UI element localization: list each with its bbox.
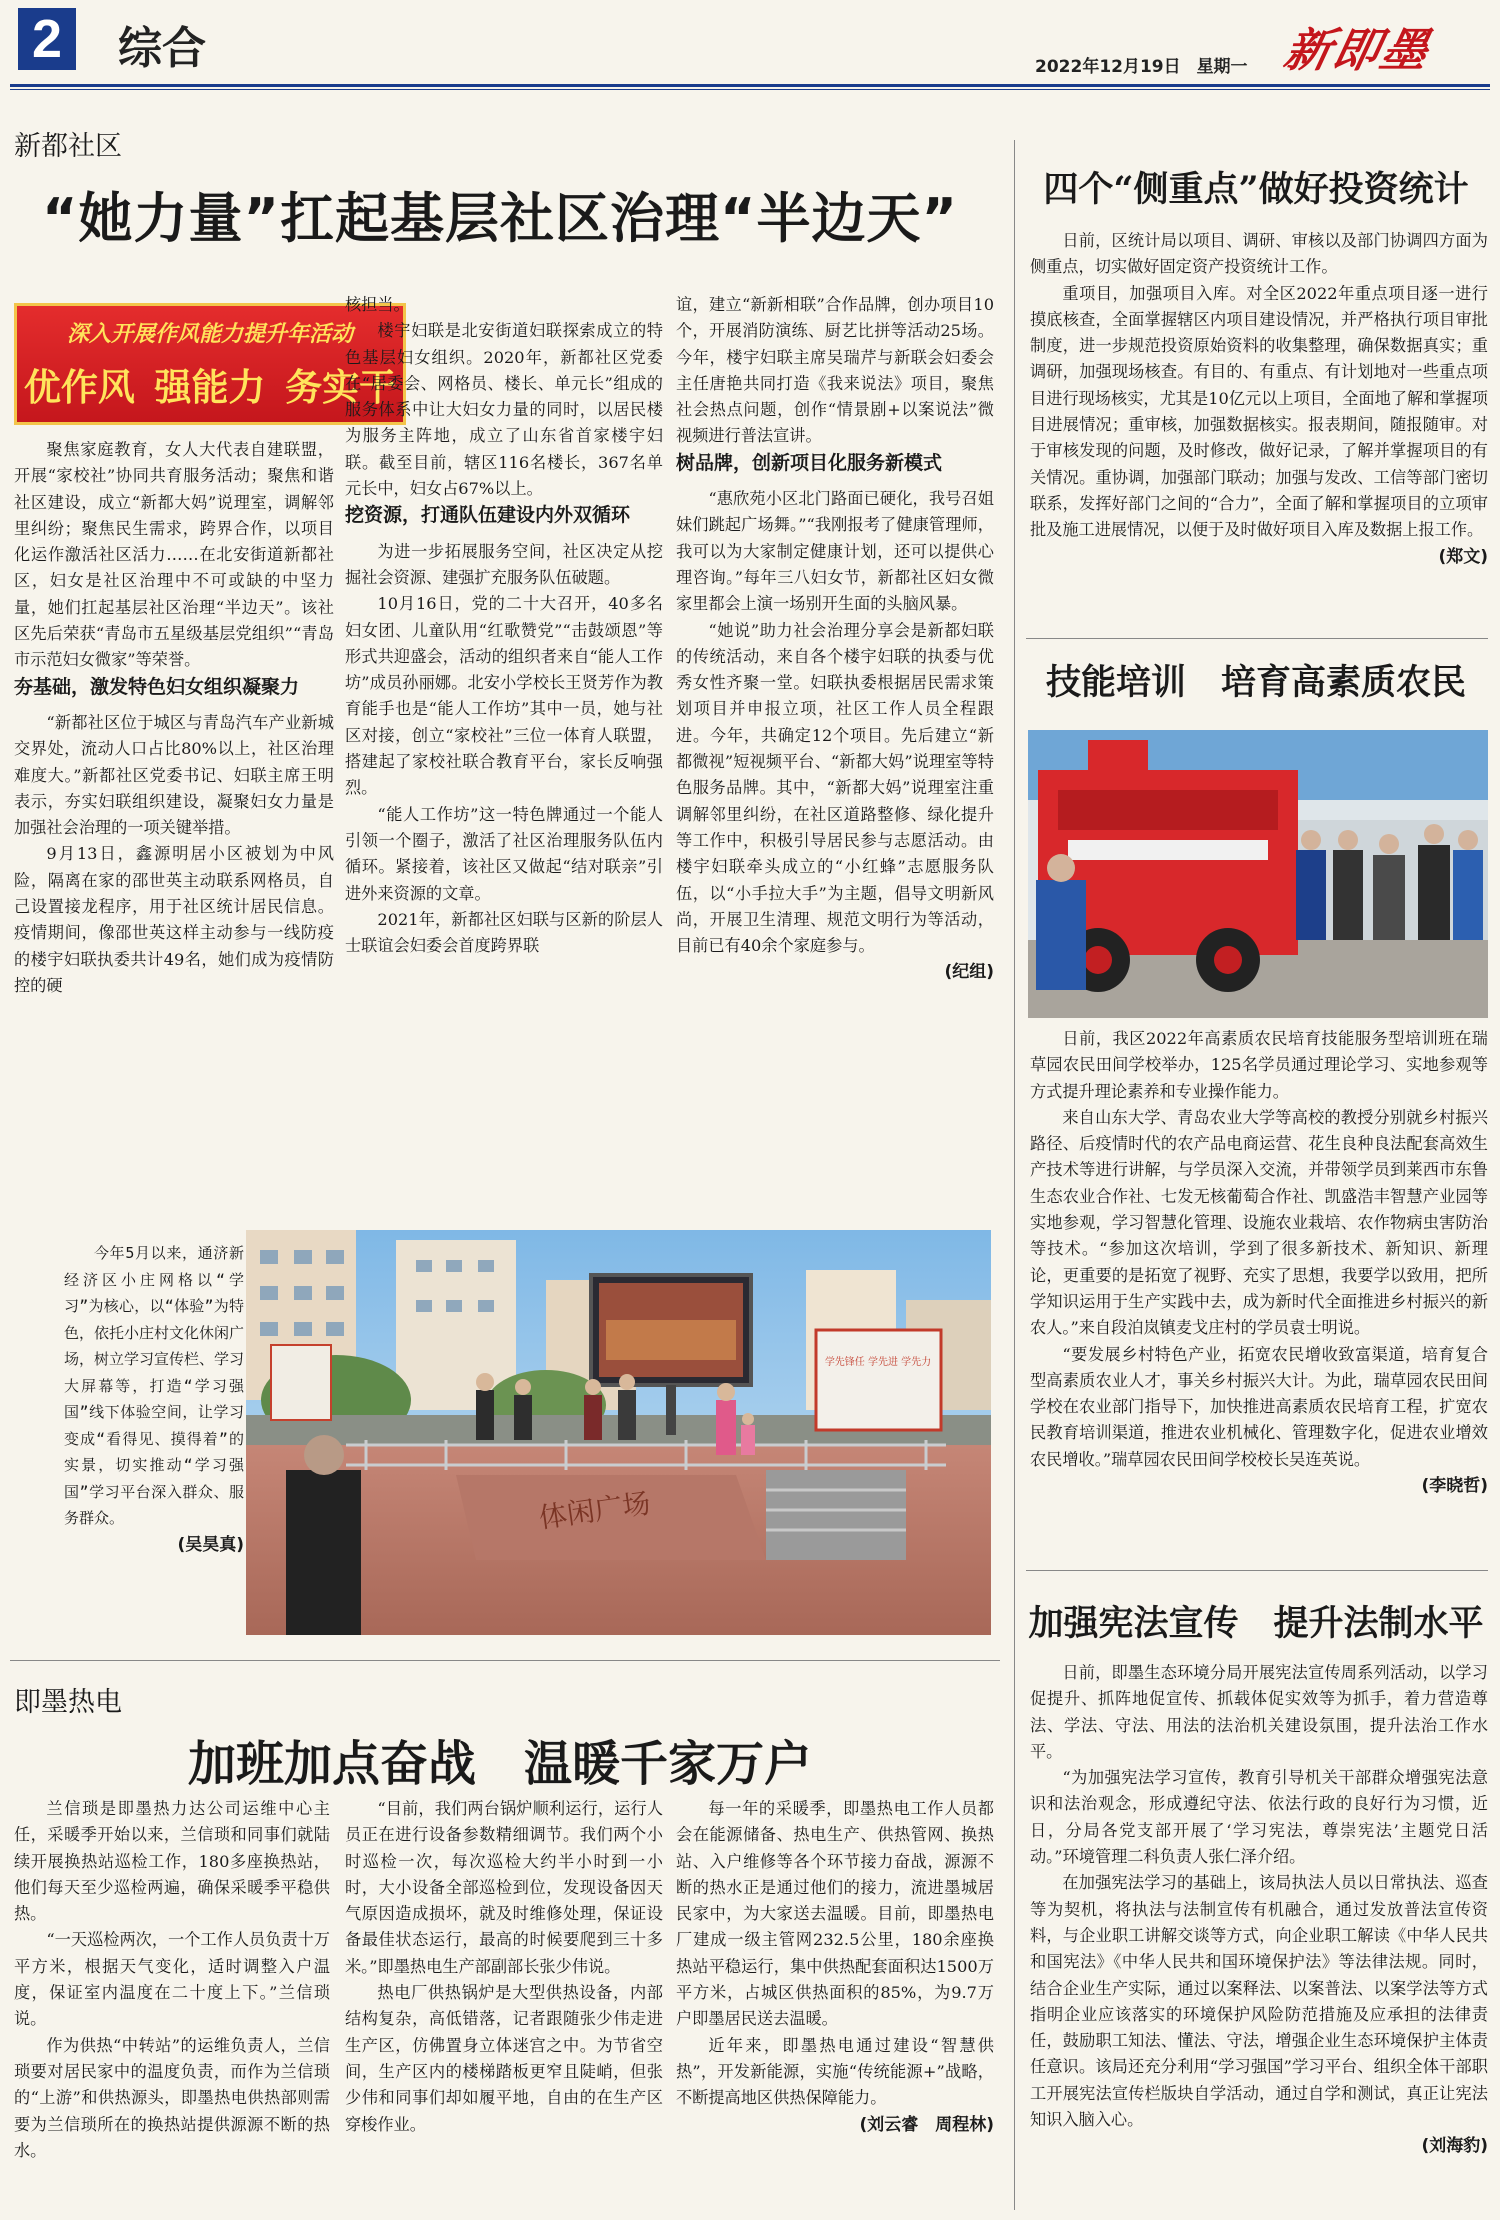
- banner-word-1: 优作风: [23, 366, 135, 409]
- article1-column-1: [14, 437, 334, 1217]
- bottom-article-column-1: [14, 1796, 330, 2216]
- plaza-photo-svg: [246, 1230, 991, 1635]
- article1-subhead-3: 树品牌，创新项目化服务新模式: [676, 451, 943, 474]
- right-article3-paragraph: 日前，即墨生态环境分局开展宪法宣传周系列活动，以学习促提升、抓阵地促宣传、抓载体促实效等为抓手，着力营造尊法、学法、守法、用法的法治机关建设氛围，提升法治工作水平。: [1030, 1663, 1488, 1761]
- right-article1-paragraph: 重项目，加强项目入库。对全区2022年重点项目逐一进行摸底核查，全面掌握辖区内项目建设情况，并严格执行项目审批制度，进一步规范投资原始资料的收集整理，确保数据真实；重调研，加强现场核查。有目的、有重点、有计划地对一些重点项目进行现场核实，尤其是10亿元以上项目，全面地了解和掌握项目进展情况；重审核，加强数据核实。报表期间，随报随审。对于审核发现的问题，及时修改，做好记录，了解并掌握项目的有关情况。重协调，加强部门联动；加强与发改、工信等部门密切联系，发挥好部门之间的“合力”，全面了解和掌握项目的立项审批及施工进展情况，以便于及时做好项目入库及数据上报工作。: [1030, 283, 1488, 540]
- plaza-photo: [246, 1230, 991, 1635]
- section-rule: [1026, 1570, 1488, 1571]
- article1-paragraph: “能人工作坊”这一特色牌通过一个能人引领一个圈子，激活了社区治理服务队伍内循环。紧接着，该社区又做起“结对联亲”引进外来资源的文章。: [345, 804, 663, 903]
- article1-paragraph: 2021年，新都社区妇联与区新的阶层人士联谊会妇委会首度跨界联: [345, 909, 663, 956]
- bottom-article-paragraph: 作为供热“中转站”的运维负责人，兰信琐要对居民家中的温度负责，而作为兰信琐的“上游”和供热源头，即墨热电供热部则需要为兰信琐所在的换热站提供源源不断的热水。: [14, 2035, 330, 2160]
- bottom-article-paragraph: “目前，我们两台锅炉顺利运行，运行人员正在进行设备参数精细调节。我们两个小时巡检一次，每次巡检大约半小时到一小时，大小设备全部巡检到位，发现设备因天气原因造成损坏，就及时维修处理，保证设备最佳状态运行，最高的时候要爬到三十多米。”即墨热电生产部副部长张少伟说。: [345, 1799, 663, 1976]
- bottom-article-paragraph: 每一年的采暖季，即墨热电工作人员都会在能源储备、热电生产、供热管网、换热站、入户维修等各个环节接力奋战，源源不断的热水正是通过他们的接力，流进墨城居民家中，为大家送去温暖。目前，即墨热电厂建成一级主管网232.5公里，180余座换热站平稳运行，集中供热配套面积达1500万平方米，占城区供热面积的85%，为9.7万户即墨居民送去温暖。: [676, 1799, 994, 2029]
- article1-paragraph: “新都社区位于城区与青岛汽车产业新城交界处，流动人口占比80%以上，社区治理难度大。”新都社区党委书记、妇联主席王明表示，夯实妇联组织建设，凝聚妇女力量是加强社会治理的一项关键举措。: [14, 712, 334, 838]
- right-article2-headline: 技能培训 培育高素质农民: [1045, 662, 1466, 703]
- training-photo: [1028, 730, 1488, 1018]
- article1-column-3: [676, 292, 994, 1217]
- photo-caption-text: 今年5月以来，通济新经济区小庄网格以“学习”为核心，以“体验”为特色，依托小庄村文化休闲广场，树立学习宣传栏、学习大屏幕等，打造“学习强国”线下体验空间，让学习变成“看得见、摸得着”的实景，切实推动“学习强国”学习平台深入群众、服务群众。: [64, 1244, 244, 1527]
- bottom-article-kicker: 即墨热电: [14, 1687, 122, 1718]
- article1-paragraph: 9月13日，鑫源明居小区被划为中风险，隔离在家的邵世英主动联系网格员，自己设置接龙程序，用于社区统计居民信息。疫情期间，像邵世英这样主动参与一线防疫的楼宇妇联执委共计49名，她们成为疫情防控的硬: [14, 844, 334, 995]
- section-rule: [1026, 638, 1488, 639]
- right-article2-body: [1030, 1026, 1488, 1556]
- section-rule: [10, 1660, 1000, 1661]
- bottom-article-byline: (刘云睿 周程林): [859, 2114, 994, 2135]
- article1-paragraph: 谊，建立“新新相联”合作品牌，创办项目10个，开展消防演练、厨艺比拼等活动25场。今年，楼宇妇联主席吴瑞芹与新联会妇委会主任唐艳共同打造《我来说法》项目，聚焦社会热点问题，创作“情景剧+以案说法”微视频进行普法宣讲。: [676, 295, 994, 446]
- bottom-article-paragraph: 近年来，即墨热电通过建设“智慧供热”，开发新能源，实施“传统能源+”战略，不断提高地区供热保障能力。: [676, 2035, 994, 2108]
- article1-paragraph: 聚焦家庭教育，女人大代表自建联盟，开展“家校社”协同共育服务活动；聚焦和谐社区建设，成立“新都大妈”说理室，调解邻里纠纷；聚焦民生需求，跨界合作，以项目化运作激活社区活力……在北安街道新都社区，妇女是社区治理中不可或缺的中坚力量，她们扛起基层社区治理“半边天”。该社区先后荣获“青岛市五星级基层党组织”“青岛市示范妇女微家”等荣誉。: [14, 440, 334, 670]
- right-article1-byline: (郑文): [1438, 546, 1488, 567]
- bottom-article-paragraph: 热电厂供热锅炉是大型供热设备，内部结构复杂，高低错落，记者跟随张少伟走进生产区，仿佛置身立体迷宫之中。为节省空间，生产区内的楼梯踏板更窄且陡峭，但张少伟和同事们却如履平地，自由的在生产区穿梭作业。: [345, 1983, 663, 2134]
- right-article1-body: [1030, 228, 1488, 628]
- right-article1-headline: 四个“侧重点”做好投资统计: [1043, 169, 1469, 210]
- bottom-article-column-2: [345, 1796, 663, 2216]
- article1-headline: “她力量”扛起基层社区治理“半边天”: [42, 187, 958, 250]
- plaza-sign-text: 体闲广场: [536, 1486, 653, 1535]
- banner-line1: 深入开展作风能力提升年活动: [66, 321, 353, 347]
- right-article2-byline: (李晓哲): [1421, 1476, 1488, 1497]
- banner-word-3: 务实干: [285, 366, 397, 409]
- article1-paragraph: “惠欣苑小区北门路面已硬化，我号召姐妹们跳起广场舞。”“我刚报考了健康管理师，我可以为大家制定健康计划，还可以提供心理咨询。”每年三八妇女节，新都社区妇女微家里都会上演一场别开生面的头脑风暴。: [676, 489, 994, 614]
- bottom-article-paragraph: 兰信琐是即墨热力达公司运维中心主任，采暖季开始以来，兰信琐和同事们就陆续开展换热站巡检工作，180多座换热站，他们每天至少巡检两遍，确保采暖季平稳供热。: [14, 1799, 330, 1924]
- right-article3-body: [1030, 1660, 1488, 2215]
- photo-caption: [64, 1240, 244, 1600]
- masthead-rule: [10, 84, 1490, 87]
- article1-paragraph: 楼宇妇联是北安街道妇联探索成立的特色基层妇女组织。2020年，新都社区党委在“居委会、网格员、楼长、单元长”组成的服务体系中让大妇女力量的同时，以居民楼为服务主阵地，成立了山东省首家楼宇妇联。截至目前，辖区116名楼长，367名单元长中，妇女占67%以上。: [345, 321, 663, 499]
- article1-paragraph: 10月16日，党的二十大召开，40多名妇女团、儿童队用“红歌赞党”“击鼓颂恩”等形式共迎盛会，活动的组织者来自“能人工作坊”成员孙丽娜。北安小学校长王贤芳作为教育能手也是“能人工作坊”其中一员，她与社区对接，创立“家校社”三位一体育人联盟，搭建起了家校社联合教育平台，家长反响强烈。: [345, 594, 663, 798]
- issue-date: [1035, 52, 1248, 77]
- article1-paragraph: “她说”助力社会治理分享会是新都妇联的传统活动，来自各个楼宇妇联的执委与优秀女性齐聚一堂。妇联执委根据居民需求策划项目并申报立项，社区工作人员全程跟进。今年，共确定12个项目。先后建立“新都微视”短视频平台、“新都大妈”说理室等特色服务品牌。其中，“新都大妈”说理室注重调解邻里纠纷，在社区道路整修、绿化提升等工作中，积极引导居民参与志愿活动。由楼宇妇联牵头成立的“小红蜂”志愿服务队伍，以“小手拉大手”为主题，倡导文明新风尚，开展卫生清理、规范文明行为等活动，目前已有40余个家庭参与。: [676, 620, 994, 956]
- right-article3-paragraph: “为加强宪法学习宣传，教育引导机关干部群众增强宪法意识和法治观念，形成遵纪守法、依法行政的良好行为习惯，近日，分局各党支部开展了‘学习宪法，尊崇宪法’主题党日活动。”环境管理二科负责人张仁泽介绍。: [1030, 1768, 1488, 1867]
- right-article1-paragraph: 日前，区统计局以项目、调研、审核以及部门协调四方面为侧重点，切实做好固定资产投资统计工作。: [1030, 231, 1488, 277]
- bottom-article-headline: 加班加点奋战 温暖千家万户: [187, 1736, 812, 1792]
- right-article2-paragraph: 日前，我区2022年高素质农民培育技能服务型培训班在瑞草园农民田间学校举办，125名学员通过理论学习、实地参观等方式提升理论素养和专业操作能力。: [1030, 1029, 1488, 1101]
- right-article3-headline: 加强宪法宣传 提升法制水平: [1028, 1603, 1484, 1644]
- weekday-text: 星期一: [1196, 57, 1248, 77]
- section-title: 综合: [118, 23, 206, 74]
- photo-caption-byline: (吴昊真): [177, 1534, 244, 1555]
- bottom-article-column-3: [676, 1796, 994, 2216]
- article1-subhead-1: 夯基础，激发特色妇女组织凝聚力: [14, 675, 300, 698]
- article1-paragraph: 核担当。: [345, 295, 410, 314]
- right-article2-paragraph: 来自山东大学、青岛农业大学等高校的教授分别就乡村振兴路径、后疫情时代的农产品电商运营、花生良种良法配套高效生产技术等进行讲解，与学员深入交流，并带领学员到莱西市东鲁生态农业合作社、七发无核葡萄合作社、凯盛浩丰智慧产业园等实地参观，学习智慧化管理、设施农业栽培、农作物病虫害防治等技术。“参加这次培训，学到了很多新技术、新知识、新理论，更重要的是拓宽了视野、充实了思想，我要学以致用，把所学知识运用于生产实践中去，成为新时代全面推进乡村振兴的新农人。”来自段泊岚镇麦戈庄村的学员袁士明说。: [1030, 1107, 1488, 1338]
- article1-subhead-2: 挖资源，打通队伍建设内外双循环: [345, 504, 631, 527]
- right-article2-paragraph: “要发展乡村特色产业，拓宽农民增收致富渠道，培育复合型高素质农业人才，事关乡村振兴大计。为此，瑞草园农民田间学校在农业部门指导下，加快推进高素质农民培育工程，扩宽农民教育培训渠道，推进农业机械化、管理数字化，促进农业增效农民增收。”瑞草园农民田间学校校长吴连英说。: [1030, 1344, 1488, 1469]
- masthead-rule-thin: [10, 89, 1490, 90]
- article1-kicker: 新都社区: [14, 131, 122, 162]
- banner-word-2: 强能力: [154, 366, 266, 409]
- right-article3-paragraph: 在加强宪法学习的基础上，该局执法人员以日常执法、巡查等为契机，将执法与法制宣传有机融合，通过发放普法宣传资料，与企业职工讲解交谈等方式，向企业职工解读《中华人民共和国宪法》《中华人民共和国环境保护法》等法律法规。同时，结合企业生产实际，通过以案释法、以案普法、以案学法等方式指明企业应该落实的环境保护风险防范措施及应承担的法律责任，鼓励职工知法、懂法、守法，增强企业生态环境保护主体责任意识。该局还充分利用“学习强国”学习平台、组织全体干部职工开展宪法宣传栏版块自学活动，通过自学和测试，真正让宪法知识入脑入心。: [1030, 1873, 1488, 2130]
- bottom-article-paragraph: “一天巡检两次，一个工作人员负责十万平方米，根据天气变化，适时调整入户温度，保证室内温度在二十度上下。”兰信琐说。: [14, 1930, 330, 2029]
- column-divider: [1014, 140, 1015, 2210]
- study-board-text: 学先锋任 学先进 学先力: [824, 1357, 932, 1368]
- paper-logo: 新即墨: [1279, 23, 1436, 77]
- article1-paragraph: 为进一步拓展服务空间，社区决定从挖掘社会资源、建强扩充服务队伍破题。: [345, 541, 663, 587]
- article1-byline: (纪组): [944, 962, 994, 983]
- article1-column-2: [345, 292, 663, 1217]
- page-number: 2: [18, 8, 76, 70]
- date-text: 2022年12月19日: [1035, 57, 1181, 77]
- training-photo-svg: [1028, 730, 1488, 1018]
- right-article3-byline: (刘海豹): [1421, 2136, 1488, 2157]
